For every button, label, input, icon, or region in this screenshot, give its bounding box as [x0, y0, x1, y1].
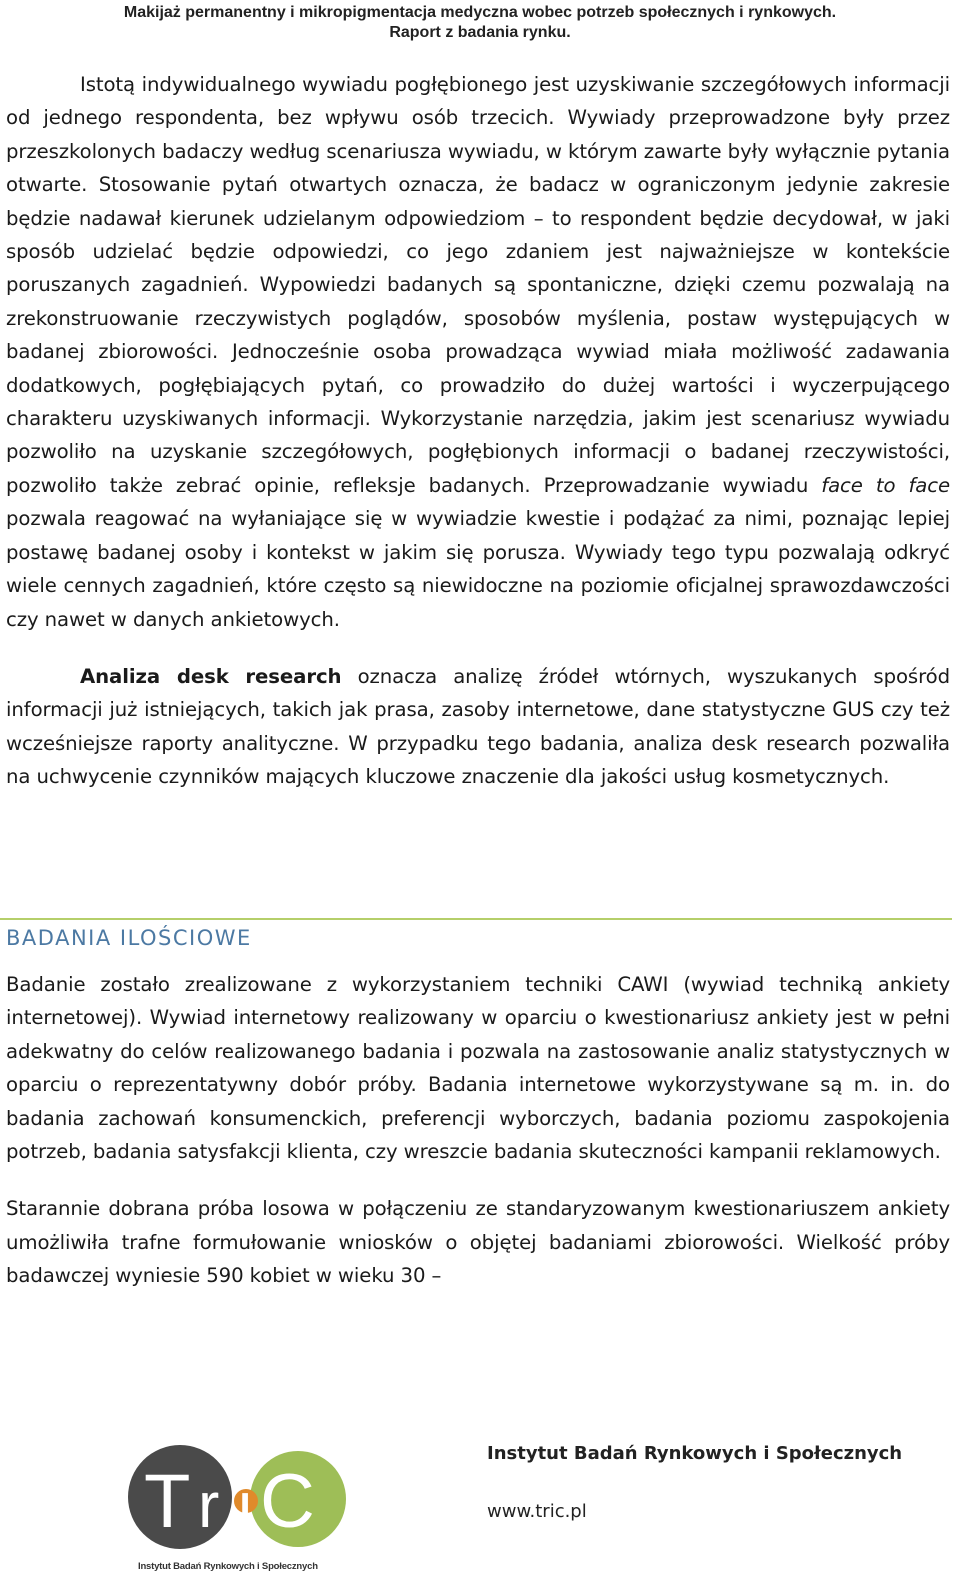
logo-caption: Instytut Badań Rynkowych i Społecznych — [138, 1561, 318, 1572]
section-divider — [0, 918, 952, 920]
quantitative-section — [6, 968, 950, 1293]
paragraph-cawi: Badanie zostało zrealizowane z wykorzystaniem techniki CAWI (wywiad techniką ankiety internetowej). Wywiad internetowy realizowany w oparciu o kwestionariusz ankiety jest w pełni adekwatny do celów realizowanego badania i pozwala na zastosowanie analiz statystycznych w oparciu o reprezentatywny dobór próby. Badania internetowe wykorzystywane są m. in. do badania zachowań konsumenckich, preferencji wyborczych, badania poziomu zaspokojenia potrzeb, badania satysfakcji klienta, czy wreszcie badania skuteczności kampanii reklamowych. — [6, 973, 950, 1164]
desk-research-text: oznacza analizę źródeł wtórnych, wyszukanych spośród informacji już istniejących, takich jak prasa, zasoby internetowe, dane statystyczne GUS czy też wcześniejsze raporty analityczne. W przypadku tego badania, analiza desk research pozwaliła na uchwycenie czynników mających kluczowe znaczenie dla jakości usług kosmetycznych. — [6, 664, 950, 789]
header-subtitle: Raport z badania rynku. — [389, 24, 571, 41]
paragraph-sample: Starannie dobrana próba losowa w połączeniu ze standaryzowanym kwestionariuszem ankiety umożliwiła trafne formułowanie wniosków o objętej badaniami zbiorowości. Wielkość próby badawczej wyniesie 590 kobiet w wieku 30 – — [6, 1197, 950, 1288]
logo-text-c: C — [260, 1459, 315, 1544]
logo-text-r: r — [198, 1469, 220, 1541]
paragraph-interview-text-a: Istotą indywidualnego wywiadu pogłębionego jest uzyskiwanie szczegółowych informacji od jednego respondenta, bez wpływu osób trzecich. Wywiady przeprowadzone były przez przeszkolonych badaczy według scenariusza wywiadu, w którym zawarte były wyłącznie pytania otwarte. Stosowanie pytań otwartych oznacza, że badacz w ograniczonym jedynie zakresie będzie nadawał kierunek udzielanym odpowiedziom – to respondent będzie decydował, w jaki sposób udzielać będzie odpowiedzi, co jego zdaniem jest najważniejsze w kontekście poruszanych zagadnień. Wypowiedzi badanych są spontaniczne, dzięki czemu pozwalają na zrekonstruowanie rzeczywistych poglądów, sposobów myślenia, postaw występujących w badanej zbiorowości. Jednocześnie osoba prowadząca wywiad miała możliwość zadawania dodatkowych, pogłębiających pytań, co prowadziło do dużej wartości i wyczerpującego charakteru uzyskiwanych informacji. Wykorzystanie narzędzia, jakim jest scenariusz wywiadu pozwoliło na uzyskanie szczegółowych, pogłębionych informacji o badanej rzeczywistości, pozwoliło także zebrać opinie, refleksje badanych. Przeprowadzanie wywiadu — [6, 73, 950, 497]
logo-text-i: i — [238, 1469, 253, 1541]
header-title: Makijaż permanentny i mikropigmentacja medyczna wobec potrzeb społecznych i rynkowych. — [123, 4, 837, 21]
paragraph-desk-research — [6, 660, 950, 794]
paragraph-interview-italic: face to face — [821, 473, 950, 497]
paragraph-interview — [6, 68, 950, 636]
footer-institute-name: Instytut Badań Rynkowych i Społecznych — [487, 1443, 903, 1464]
paragraph-interview-text-b: pozwala reagować na wyłaniające się w wywiadzie kwestie i podążać za nimi, poznając lepiej postawę badanej osoby i kontekst w jakim się porusza. Wywiady tego typu pozwalają odkryć wiele cennych zagadnień, które często są niewidoczne na poziomie oficjalnej sprawozdawczości czy nawet w danych ankietowych. — [6, 507, 950, 631]
running-header — [0, 0, 960, 43]
tric-logo — [128, 1445, 368, 1579]
section-heading: BADANIA ILOŚCIOWE — [6, 926, 252, 950]
footer-website-link[interactable]: www.tric.pl — [487, 1501, 587, 1522]
logo-text-t: T — [144, 1459, 191, 1544]
desk-research-term: Analiza desk research — [80, 664, 342, 688]
document-body — [6, 68, 950, 794]
